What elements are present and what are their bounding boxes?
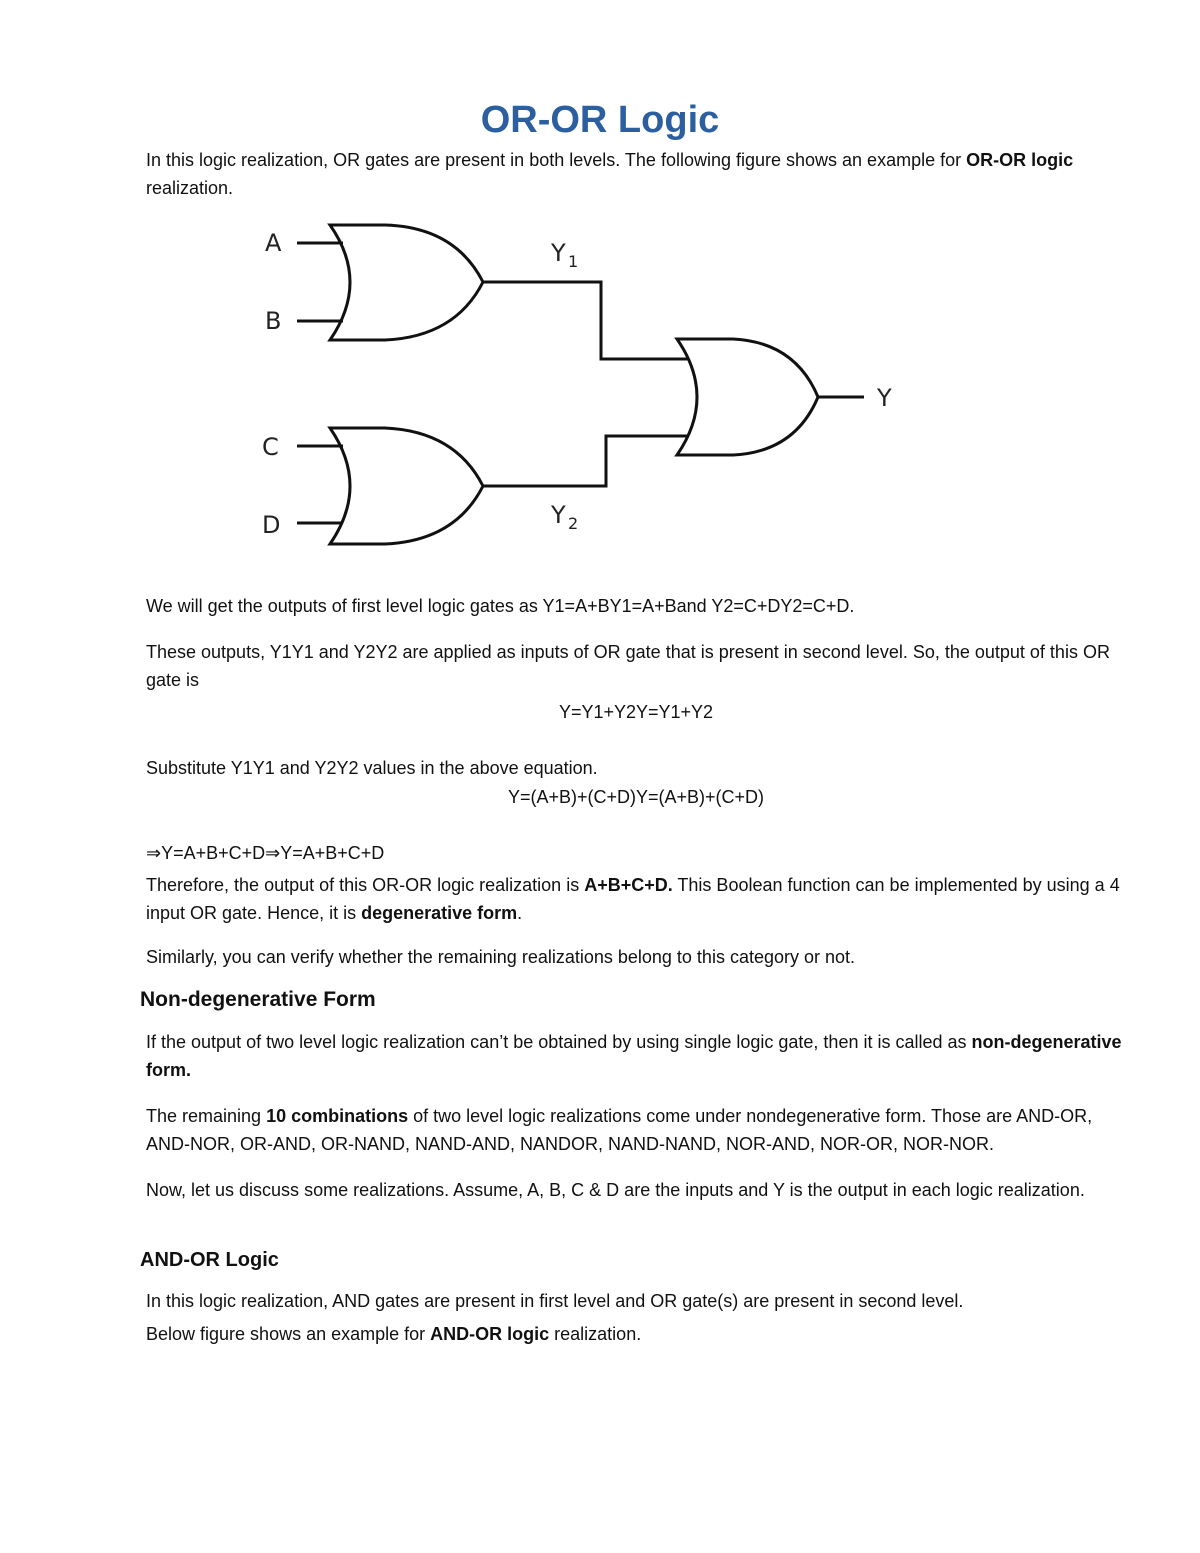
below-bold: AND-OR logic (430, 1324, 550, 1344)
intro-bold: OR-OR logic (966, 150, 1074, 170)
equation-1: Y=Y1+Y2Y=Y1+Y2 (558, 702, 714, 722)
heading-and-or: AND-OR Logic (140, 1249, 279, 1271)
intro-text: In this logic realization, OR gates are present in both levels. The following figure shows an example for (146, 150, 967, 170)
now-paragraph: Now, let us discuss some realizations. Assume, A, B, C & D are the inputs and Y is the output in each logic realization. (146, 1180, 1085, 1200)
therefore-paragraph (146, 871, 1126, 927)
or-gate-2 (330, 428, 483, 544)
wire-y2 (483, 436, 689, 486)
below-text: Below figure shows an example for (146, 1324, 431, 1344)
label-y-output: Y (877, 384, 892, 412)
therefore-text-3: . (517, 903, 523, 923)
outputs-paragraph: We will get the outputs of first level logic gates as Y1=A+BY1=A+Band Y2=C+DY2=C+D. (146, 596, 855, 616)
label-b: B (265, 307, 282, 335)
nondeg-bold: non-degenerative form. (146, 1032, 1122, 1080)
therefore-bold-form: degenerative form (361, 903, 518, 923)
therefore-text-2: This Boolean function can be implemented by using a 4 input OR gate. Hence, it is (146, 875, 1120, 923)
label-c: C (262, 433, 279, 461)
substitute-paragraph: Substitute Y1Y1 and Y2Y2 values in the above equation. (146, 758, 598, 778)
andor-paragraph: In this logic realization, AND gates are present in first level and OR gate(s) are present in second level. (146, 1291, 964, 1311)
therefore-text: Therefore, the output of this OR-OR logic realization is (146, 875, 585, 895)
equation-3: ⇒Y=A+B+C+D⇒Y=A+B+C+D (146, 843, 385, 863)
or-or-logic-diagram (255, 215, 915, 560)
remaining-paragraph (146, 1102, 1126, 1158)
label-a: A (265, 229, 282, 257)
remaining-text-2: of two level logic realizations come under nondegenerative form. Those are AND-OR, AND-NOR, OR-AND, OR-NAND, NAND-AND, NANDOR, NAND-NAND, NOR-AND, NOR-OR, NOR-NOR. (146, 1106, 1093, 1154)
or-gate-3 (677, 339, 818, 455)
equation-2: Y=(A+B)+(C+D)Y=(A+B)+(C+D) (507, 787, 765, 807)
remaining-bold: 10 combinations (266, 1106, 409, 1126)
intro-text-end: realization. (146, 178, 234, 198)
wire-y1 (483, 282, 689, 359)
intro-paragraph (146, 146, 1126, 202)
or-or-circuit-svg (255, 215, 915, 560)
therefore-bold-expr: A+B+C+D. (584, 875, 673, 895)
applied-paragraph: These outputs, Y1Y1 and Y2Y2 are applied as inputs of OR gate that is present in second level. So, the output of this OR gate is (146, 642, 1110, 690)
remaining-text: The remaining (146, 1106, 267, 1126)
nondeg-text: If the output of two level logic realization can’t be obtained by using single logic gate, then it is called as (146, 1032, 972, 1052)
label-y1: Y (551, 239, 566, 267)
similarly-paragraph: Similarly, you can verify whether the remaining realizations belong to this category or not. (146, 947, 856, 967)
or-gate-1 (330, 225, 483, 340)
below-paragraph (146, 1320, 1126, 1348)
nondeg-paragraph (146, 1028, 1126, 1084)
heading-nondegenerative: Non-degenerative Form (140, 988, 376, 1011)
label-y2-sub: 2 (568, 514, 579, 533)
label-y2: Y (551, 501, 566, 529)
below-text-2: realization. (549, 1324, 642, 1344)
page-title: OR-OR Logic (480, 99, 720, 141)
label-d: D (262, 511, 281, 539)
label-y1-sub: 1 (568, 252, 579, 271)
